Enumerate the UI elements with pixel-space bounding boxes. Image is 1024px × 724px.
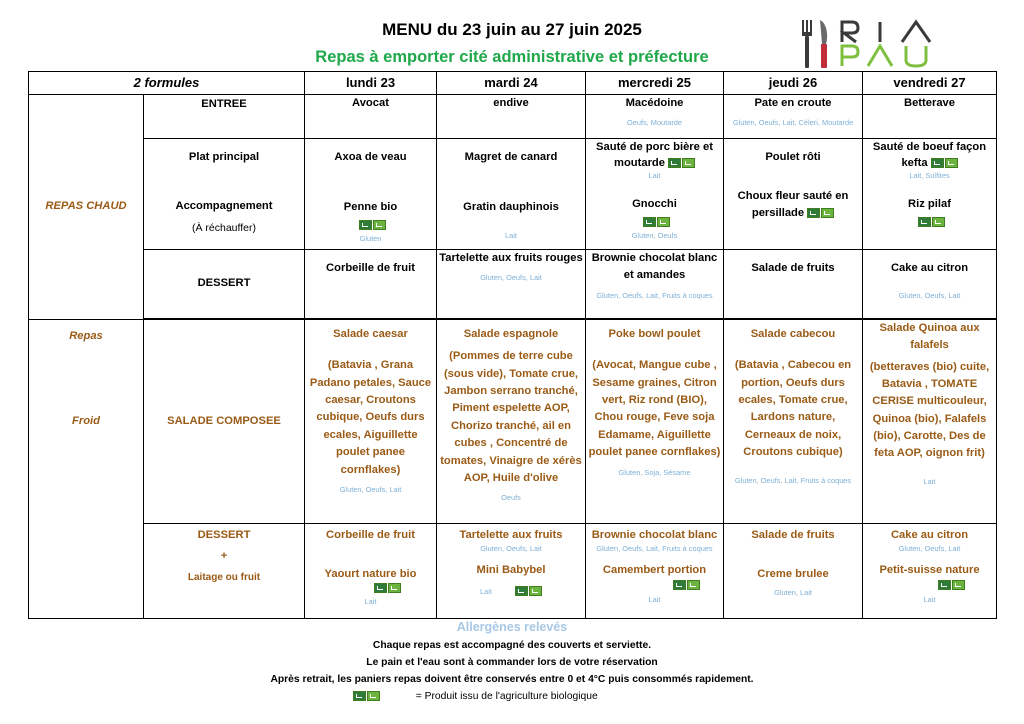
dessert-cell [586,250,724,319]
dish-name: Poulet rôti [765,151,821,163]
footer-line: Après retrait, les paniers repas doivent être conservés entre 0 et 4°C puis consommés rapidement. [270,674,754,685]
allergens: Gluten, Oeufs, Lait [339,484,402,494]
dish-name: Cake au citron [890,262,969,274]
allergens: Gluten, Oeufs, Lait, Fruits à coques [596,290,713,300]
bio-label-icon [374,583,401,593]
dessert-cell [724,250,863,319]
bio-label-icon [643,217,670,227]
allergens: Lait [923,594,936,604]
day-header: vendredi 27 [863,72,997,95]
plat-cell [863,139,997,250]
repas-chaud-label: REPAS CHAUD [29,95,144,320]
bio-legend [353,691,598,702]
ria-pau-logo [798,18,978,70]
repas-froid-label: Repas Froid [29,320,144,619]
salade-row [29,320,997,524]
plat-cell [437,139,586,250]
bio-label-icon [673,580,700,590]
formules-header: 2 formules [29,72,305,95]
entree-label: ENTREE [144,95,305,139]
salade-cell [305,320,437,524]
entree-cell [305,95,437,139]
allergens: Lait [648,171,661,181]
dish-name: Pate en croute [754,97,832,109]
entree-cell [863,95,997,139]
bio-label-icon [931,158,958,168]
day-header: lundi 23 [305,72,437,95]
allergens: Gluten, Oeufs, Lait [898,544,961,554]
allergens: Lait [364,597,377,607]
dish-name: Gratin dauphinois [463,201,559,214]
dessert-froid-cell [305,524,437,619]
dish-name: Brownie chocolat blanc et amandes [591,252,718,282]
salade-cell [863,320,997,524]
page-subtitle: Repas à emporter cité administrative et préfecture [315,48,709,66]
dish-name: Avocat [352,97,389,109]
salade-cell [437,320,586,524]
allergens: Lait, Sulfites [909,171,950,181]
bio-label-icon [359,220,386,230]
dessert-froid-cell [437,524,586,619]
allergens: Gluten, Oeufs, Lait, Fruits à coques [596,544,713,554]
dish-name: Brownie chocolat blanc [591,529,718,541]
rechauffer-label: (À réchauffer) [192,221,256,234]
allergens: Gluten, Soja, Sésame [618,467,691,477]
footer-line: Le pain et l'eau sont à commander lors de votre réservation [366,657,658,668]
dish-desc: (Avocat, Mangue cube , Sesame graines, Citron vert, Riz rond (BIO), Chou rouge, Feve soja Edamame, Aiguillette poulet panee cornflakes) [588,359,721,459]
dish-name: Sauté de boeuf façon kefta [872,141,987,170]
entree-cell [437,95,586,139]
allergens: Gluten, Oeufs, Lait, Céleri, Moutarde [732,118,854,128]
allergens: Gluten, Oeufs [631,230,678,240]
allergens: Gluten, Oeufs, Lait, Fruits à coques [734,475,852,485]
fork-icon [802,20,812,68]
accompagnement-label: Accompagnement [175,200,273,213]
dish-name: Cake au citron [890,529,969,541]
dish-name: Penne bio [343,201,398,214]
day-header: mercredi 25 [586,72,724,95]
dish-name: Macédoine [625,97,684,109]
plat-label: Plat principal [188,151,260,163]
dish-name: Salade cabecou [750,328,836,340]
entree-row [29,95,997,139]
salade-label: SALADE COMPOSEE [144,320,305,524]
dish-desc: (betteraves (bio) cuite, Batavia , TOMATE CERISE multicouleur, Quinoa (bio), Falafels (bio), Carotte, Des de feta AOP, oignon frit) [869,360,990,460]
plat-row [29,139,997,250]
dessert-froid-cell [724,524,863,619]
dish-name: Yaourt nature bio [324,568,417,581]
dish-desc: (Pommes de terre cube (sous vide), Tomate crue, Jambon serrano tranché, Piment espelette AOP, Chorizo tranché, ail en cubes , Concentré de tomates, Vinaigre de xérès AOP, Huile d'olive [440,350,582,484]
header-row [29,72,997,95]
dessert-laitage-label: DESSERT + Laitage ou fruit [144,524,305,619]
bio-legend-text: = Produit issu de l'agriculture biologique [415,691,598,702]
dish-name: Magret de canard [464,151,558,163]
dessert-cell [863,250,997,319]
bio-label-icon [353,691,380,701]
dish-name: Axoa de veau [334,151,407,163]
plat-cell [724,139,863,250]
allergens: Gluten [359,234,382,244]
salade-cell [724,320,863,524]
dessert-cell [305,250,437,319]
dish-name: Riz pilaf [908,198,951,211]
entree-cell [724,95,863,139]
allergens: Lait [648,594,661,604]
dish-name: Creme brulee [757,568,829,581]
allergens-title: Allergènes relevés [456,620,568,634]
bio-label-icon [515,586,542,596]
dish-name: Salade de fruits [751,529,835,541]
allergens: Gluten, Lait [774,587,812,597]
allergens: Gluten, Oeufs, Lait [898,291,961,301]
dish-name: Mini Babybel [476,563,546,576]
allergens: Lait [923,476,936,486]
allergens: Oeufs [501,493,521,503]
allergens: Lait [505,230,517,240]
plat-cell [305,139,437,250]
plat-accompagnement-label [144,139,305,250]
allergens: Lait [480,587,492,597]
bio-label-icon [668,158,695,168]
day-header: jeudi 26 [724,72,863,95]
dish-name: Gnocchi [632,198,677,211]
bio-label-icon [918,217,945,227]
salade-cell [586,320,724,524]
plat-cell [586,139,724,250]
dish-desc: (Batavia , Grana Padano petales, Sauce caesar, Croutons cubique, Oeufs durs ecales, Aiguillette poulet panee cornflakes) [309,359,432,476]
dish-name: Petit-suisse nature [879,563,980,576]
dish-name: Corbeille de fruit [326,529,415,541]
dessert-label: DESSERT [144,250,305,319]
allergens: Gluten, Oeufs, Lait [480,273,542,283]
bio-label-icon [807,208,834,218]
dish-name: Camembert portion [602,563,707,576]
page-title: MENU du 23 juin au 27 juin 2025 [382,20,642,39]
dish-name: Salade espagnole [463,328,559,340]
menu-table [28,71,997,619]
dish-name: Corbeille de fruit [326,262,415,274]
dessert-froid-cell [863,524,997,619]
dish-desc: (Batavia , Cabecou en portion, Oeufs durs ecales, Tomate crue, Lardons nature, Cerneaux de noix, Croutons cubique) [734,359,852,459]
dish-name: Tartelette aux fruits rouges [439,252,583,264]
footer-line: Chaque repas est accompagné des couverts et serviette. [372,640,652,651]
dish-name: Salade Quinoa aux falafels [879,322,980,351]
bio-label-icon [938,580,965,590]
dessert-froid-row [29,524,997,619]
dessert-froid-cell [586,524,724,619]
knife-icon [820,20,827,68]
dish-name: Betterave [904,97,955,109]
allergens: Gluten, Oeufs, Lait [480,544,542,554]
day-header: mardi 24 [437,72,586,95]
dessert-chaud-row [29,250,997,319]
dish-name: Salade caesar [333,328,408,340]
dish-name: Sauté de porc bière et moutarde [596,141,713,170]
entree-cell [586,95,724,139]
dessert-cell [437,250,586,319]
dish-name: Poke bowl poulet [608,328,701,340]
dish-name: Choux fleur sauté en persillade [737,190,849,220]
dish-name: endive [493,97,529,109]
dish-name: Tartelette aux fruits [459,529,563,541]
dish-name: Salade de fruits [751,262,835,274]
allergens: Oeufs, Moutarde [626,118,683,128]
